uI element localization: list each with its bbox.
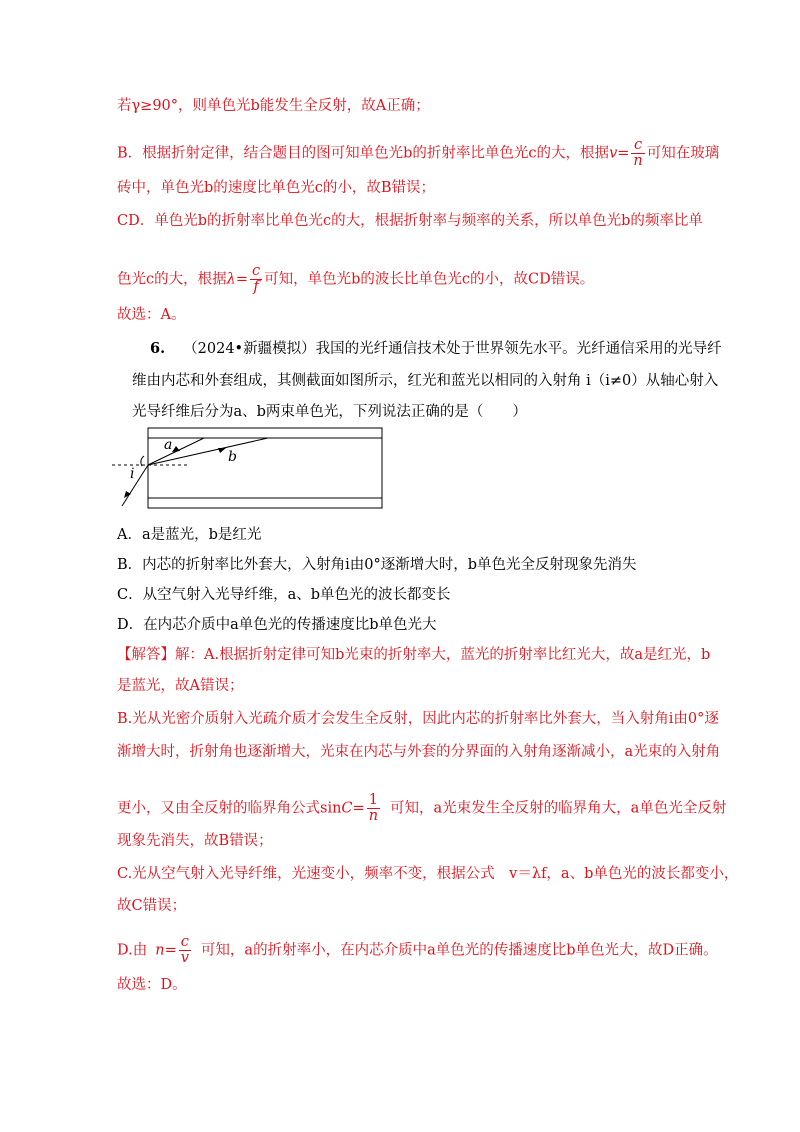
solution-line-1-text: 解：A.根据折射定律可知b光束的折射率大，蓝光的折射率比红光大，故a是红光，b — [175, 647, 711, 663]
formula-lambda-eq: = — [235, 271, 248, 288]
formula-c-over-f — [250, 264, 262, 295]
frac-den: n — [368, 808, 379, 824]
prev-line-b2: 砖中，单色光b的速度比单色光c的小，故B错误； — [117, 180, 436, 196]
optical-fiber-diagram — [112, 424, 392, 514]
solution-line-6: 现象先消失，故B错误； — [117, 833, 273, 849]
formula-lambda-var: λ — [226, 271, 236, 288]
option-a: A．a是蓝光，b是红光 — [117, 527, 262, 543]
ray-b-arrow — [218, 448, 226, 453]
prev-line-b-text: B．根据折射定律，结合题目的图可知单色光b的折射率比单色光c的大，根据 — [117, 145, 610, 162]
formula-1-over-n — [367, 793, 380, 824]
solution-line-7: C.光从空气射入光导纤维，光速变小，频率不变，根据公式 v＝λf，a、b单色光的波长都变小， — [117, 866, 739, 882]
prev-line-cd2 — [117, 264, 594, 295]
option-b: B．内芯的折射率比外套大，入射角i由0°逐渐增大时，b单色光全反射现象先消失 — [117, 557, 637, 573]
solution-line-8: 故C错误； — [117, 898, 187, 914]
prev-line-b — [117, 138, 719, 169]
frac-num: c — [251, 263, 261, 279]
solution-line-5-tail: 可知，a光束发生全反射的临界角大，a单色光全反射 — [390, 800, 727, 817]
frac-num: c — [179, 935, 191, 951]
option-d: D．在内芯介质中a单色光的传播速度比b单色光大 — [117, 617, 437, 633]
solution-line-4: 渐增大时，折射角也逐渐增大，光束在内芯与外套的分界面的入射角逐渐减小，a光束的入射角 — [117, 744, 721, 760]
formula-c-over-n — [631, 138, 644, 169]
ray-a-arrow — [172, 446, 180, 452]
frac-den: n — [633, 153, 643, 169]
solution-line-2: 是蓝光，故A错误； — [117, 678, 244, 694]
prev-line-cd2-text: 色光c的大，根据 — [117, 271, 227, 288]
frac-den: f — [253, 279, 259, 295]
prev-answer: 故选：A。 — [117, 307, 186, 323]
solution-line-5-text: 更小，又由全反射的临界角公式 — [117, 800, 320, 817]
solution-line-9 — [117, 935, 718, 966]
prev-line-cd2-tail: 可知，单色光b的波长比单色光c的小，故CD错误。 — [264, 271, 595, 288]
formula-sin: sin — [320, 800, 342, 817]
fiber-cladding-outline — [148, 428, 382, 508]
formula-c-over-v — [179, 935, 191, 966]
question-stem-text: （2024•新疆模拟）我国的光纤通信技术处于世界领先水平。光纤通信采用的光导纤 — [183, 341, 722, 357]
label-i: i — [130, 466, 135, 482]
formula-n-var: n — [155, 942, 165, 959]
label-b: b — [228, 449, 237, 465]
frac-num: 1 — [367, 793, 380, 809]
formula-C-var: C — [341, 800, 353, 817]
question-6-stem-3: 光导纤维后分为a、b两束单色光，下列说法正确的是（ ） — [132, 404, 527, 420]
prev-line-1: 若γ≥90°，则单色光b能发生全反射，故A正确； — [117, 98, 430, 114]
solution-line-9-text: D.由 — [117, 942, 148, 959]
frac-num: c — [631, 138, 644, 154]
solution-line-5 — [117, 793, 726, 824]
formula-C-eq: = — [352, 800, 365, 817]
label-a: a — [164, 437, 173, 453]
question-6-stem-2: 维由内芯和外套组成，其侧截面如图所示，红光和蓝光以相同的入射角 i（i≠0）从轴心射入 — [132, 373, 719, 389]
question-6-stem-1 — [150, 339, 722, 359]
solution-line-1 — [117, 645, 710, 665]
frac-den: v — [180, 950, 189, 966]
prev-line-cd1: CD．单色光b的折射率比单色光c的大，根据折射率与频率的关系，所以单色光b的频率比单 — [117, 213, 703, 229]
prev-line-b-tail: 可知在玻璃 — [646, 145, 720, 162]
solution-line-9-tail: 可知，a的折射率小，在内芯介质中a单色光的传播速度比b单色光大，故D正确。 — [200, 942, 718, 959]
solution-line-3: B.光从光密介质射入光疏介质才会发生全反射，因此内芯的折射率比外套大，当入射角i由0°逐 — [117, 711, 719, 727]
formula-n-eq: = — [164, 942, 177, 959]
question-number: 6. — [150, 340, 166, 357]
solution-answer: 故选：D。 — [117, 977, 187, 993]
formula-v-var: v — [609, 145, 618, 162]
formula-v-eq: = — [617, 145, 630, 162]
incident-ray — [122, 465, 148, 506]
option-c: C．从空气射入光导纤维，a、b单色光的波长都变长 — [117, 587, 451, 603]
solution-tag: 【解答】 — [117, 647, 175, 663]
